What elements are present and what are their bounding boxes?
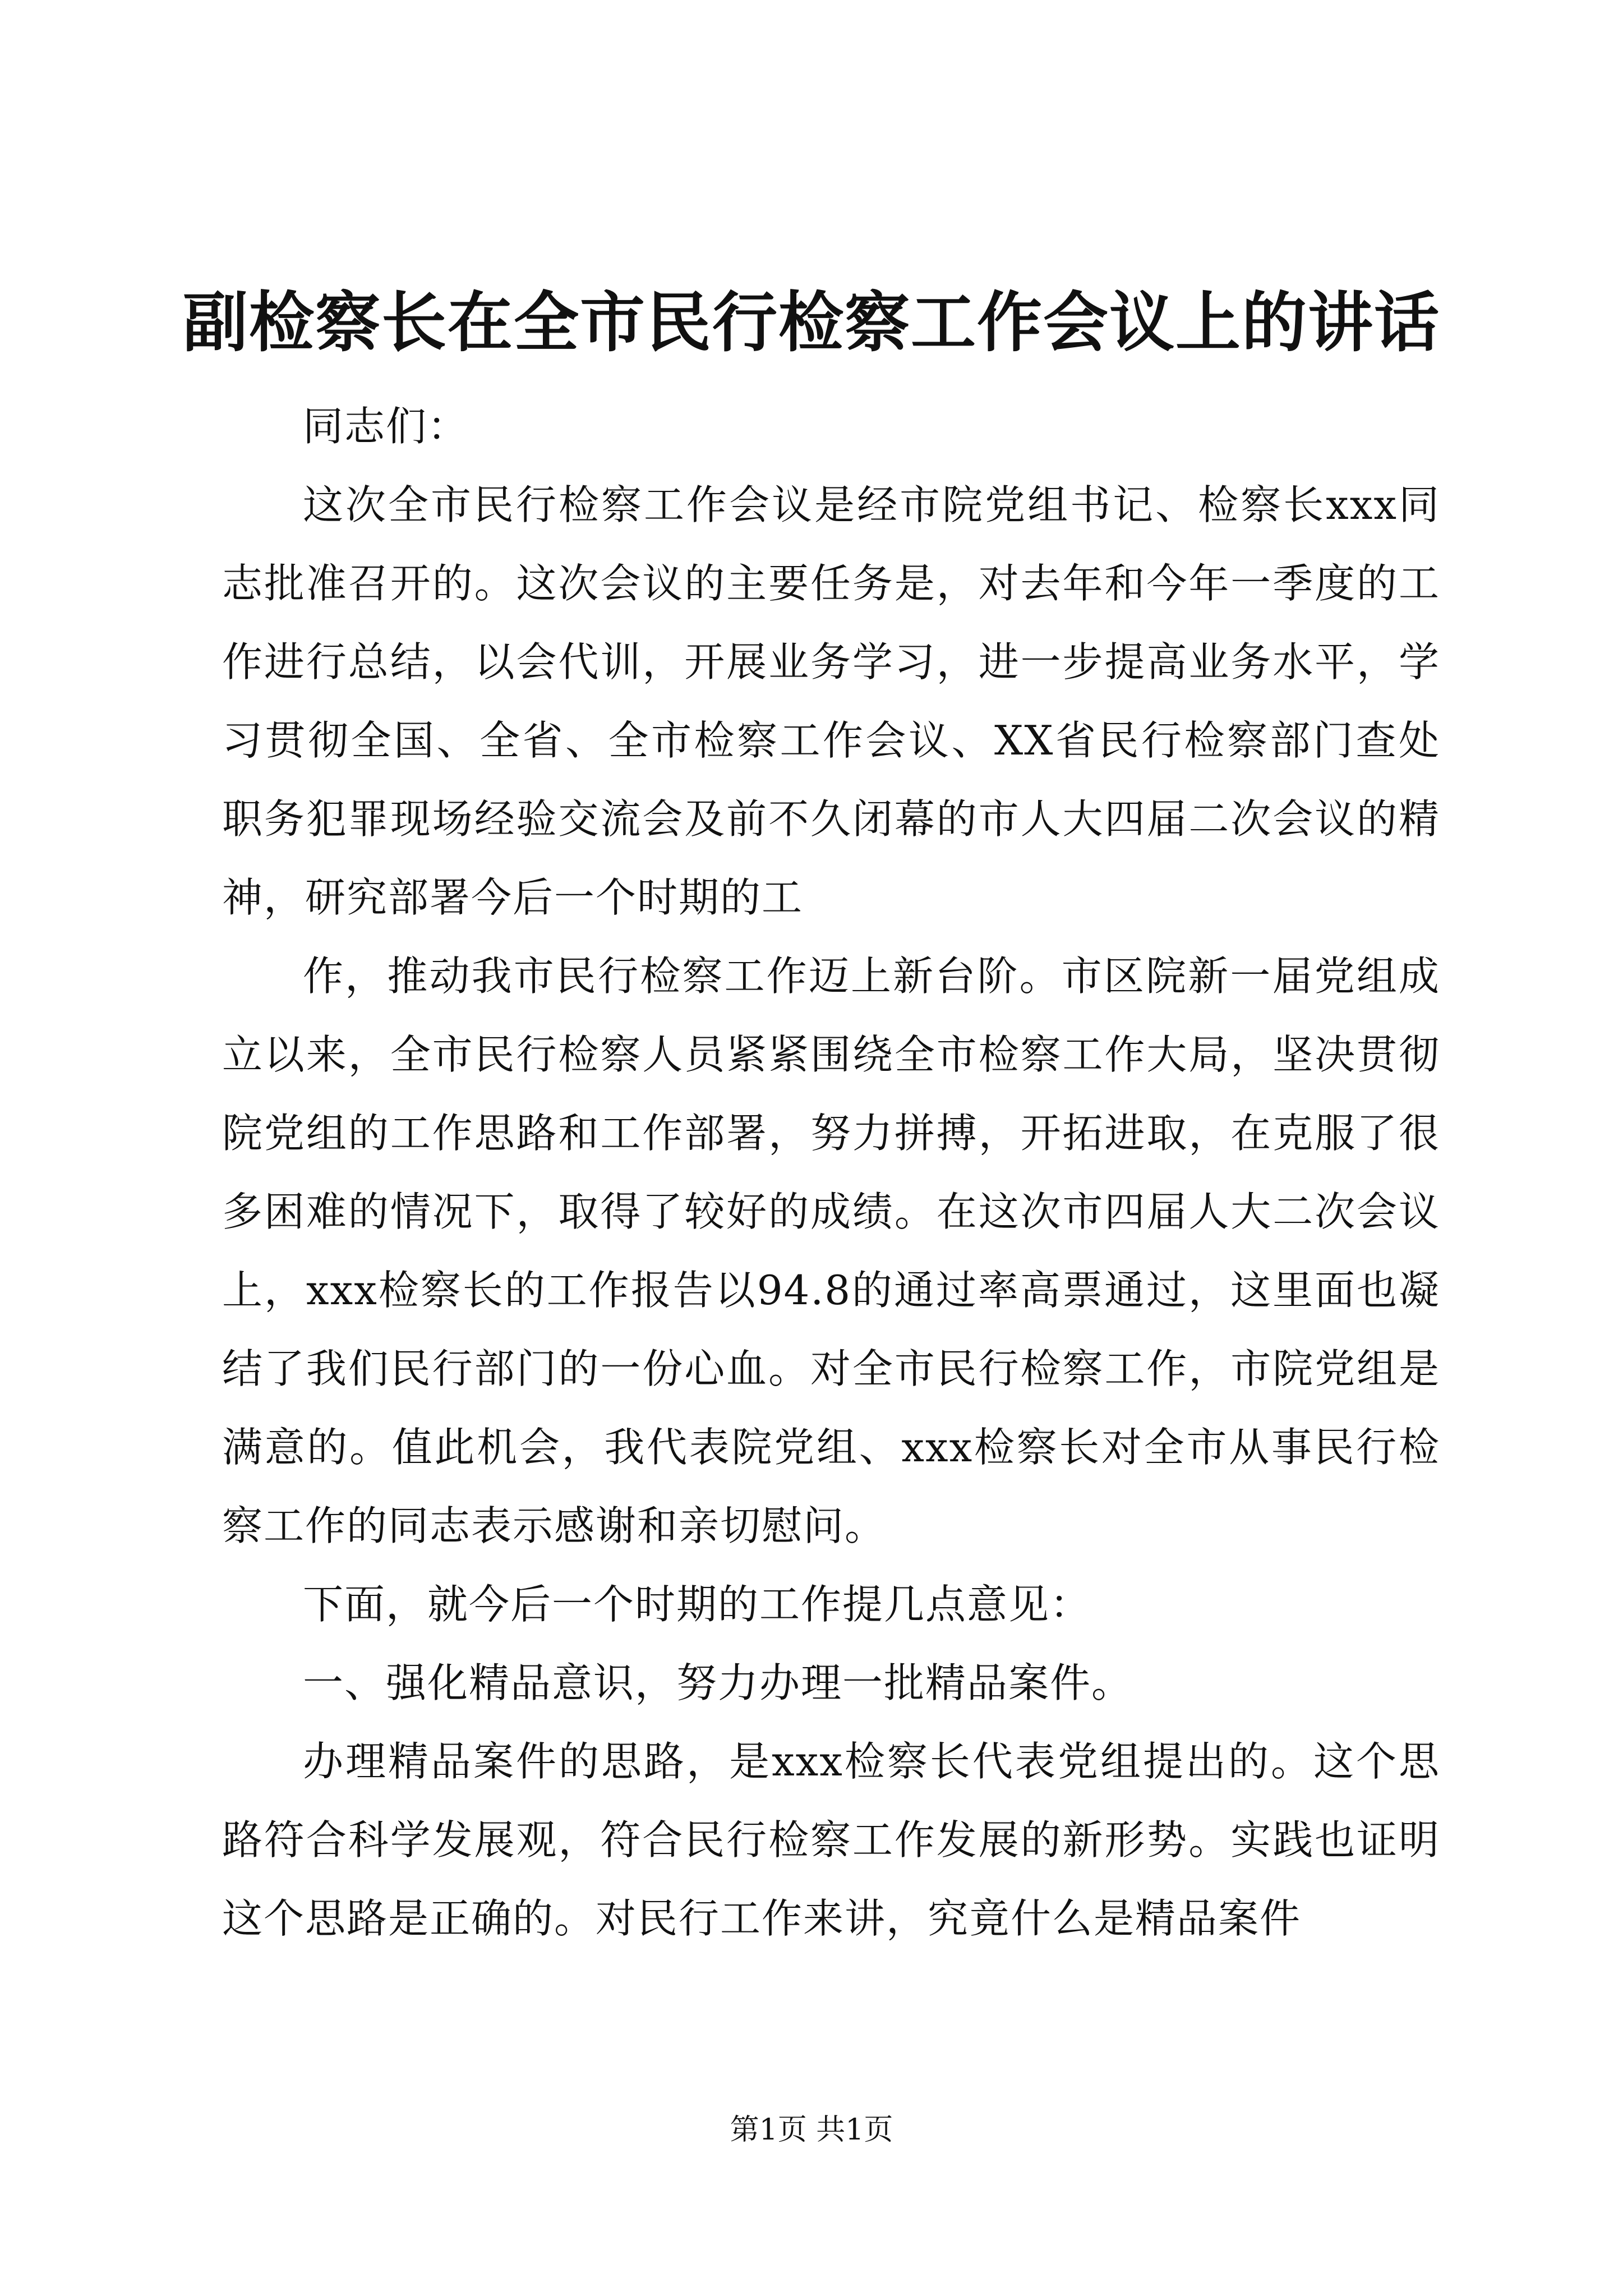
body-paragraph-2: 作，推动我市民行检察工作迈上新台阶。市区院新一届党组成立以来，全市民行检察人员紧紧围绕全市检察工作大局，坚决贯彻院党组的工作思路和工作部署，努力拼搏，开拓进取，在克服了很多困难的情况下，取得了较好的成绩。在这次市四届人大二次会议上，xxx检察长的工作报告以94.8的通过率高票通过，这里面也凝结了我们民行部门的一份心血。对全市民行检察工作，市院党组是满意的。值此机会，我代表院党组、xxx检察长对全市从事民行检察工作的同志表示感谢和亲切慰问。 (222, 953, 1440, 1549)
body-paragraph-1: 这次全市民行检察工作会议是经市院党组书记、检察长xxx同志批准召开的。这次会议的主要任务是，对去年和今年一季度的工作进行总结，以会代训，开展业务学习，进一步提高业务水平，学习贯彻全国、全省、全市检察工作会议、XX省民行检察部门查处职务犯罪现场经验交流会及前不久闭幕的市人大四届二次会议的精神，研究部署今后一个时期的工 (222, 481, 1440, 921)
document-body (222, 387, 1440, 1958)
salutation-paragraph: 同志们： (303, 403, 469, 450)
section-heading-1: 一、强化精品意识，努力办理一批精品案件。 (303, 1659, 1133, 1706)
document-title: 副检察长在全市民行检察工作会议上的讲话 (183, 284, 1440, 361)
body-paragraph-3: 下面，就今后一个时期的工作提几点意见： (303, 1581, 1092, 1628)
body-paragraph-4: 办理精品案件的思路，是xxx检察长代表党组提出的。这个思路符合科学发展观，符合民行检察工作发展的新形势。实践也证明这个思路是正确的。对民行工作来讲，究竟什么是精品案件 (222, 1738, 1440, 1942)
page-footer: 第1页 共1页 (730, 2113, 893, 2147)
